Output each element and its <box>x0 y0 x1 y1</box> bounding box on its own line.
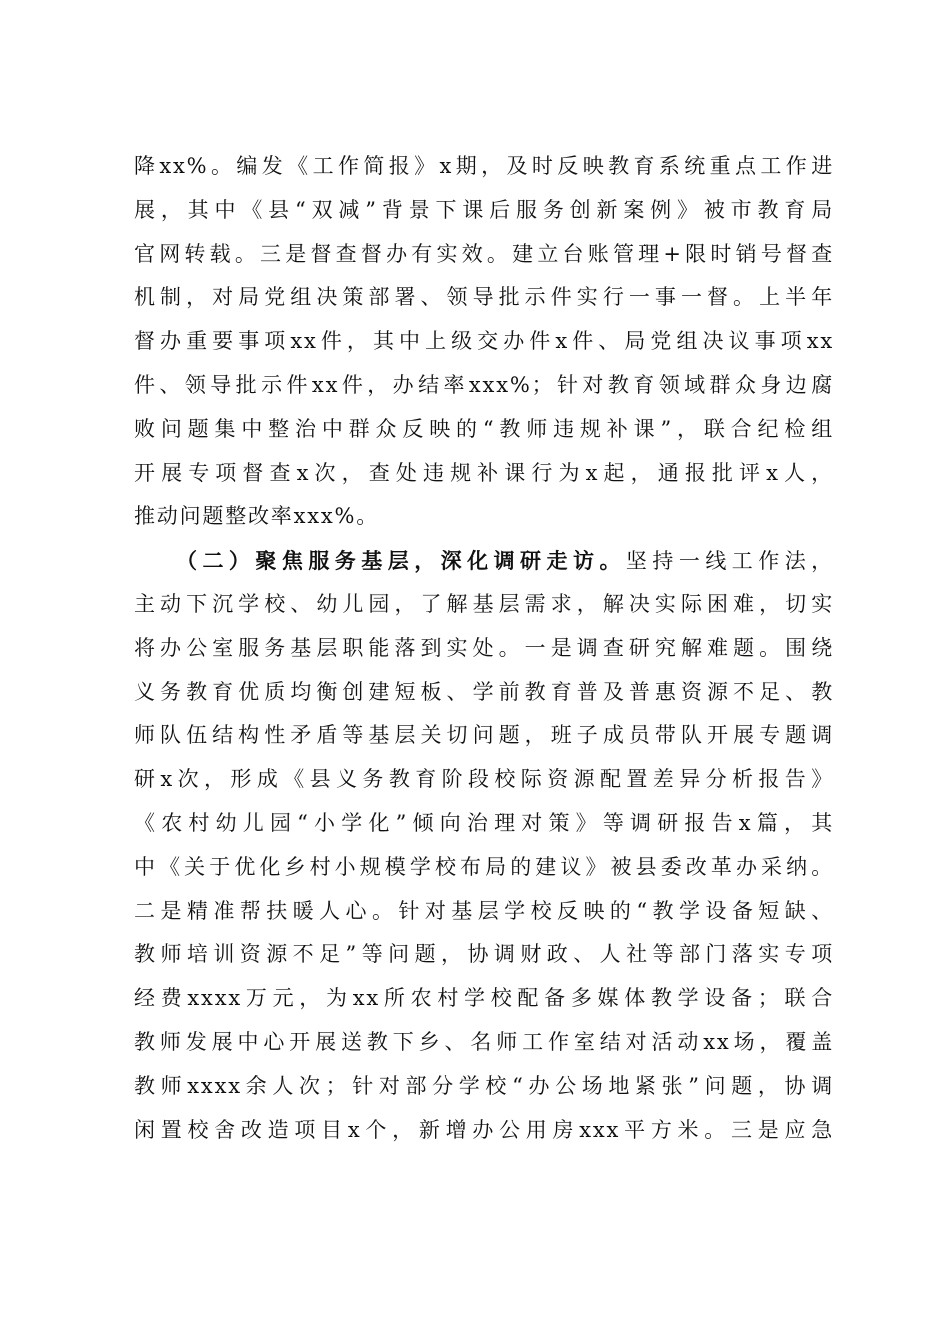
text-line: 件、领导批示件xx件，办结率xxx%；针对教育领域群众身边腐 <box>134 372 834 397</box>
text-line: 义务教育优质均衡创建短板、学前教育普及普惠资源不足、教 <box>134 679 834 704</box>
section-heading-line <box>134 539 834 583</box>
text-span: 坚持一线工作法， <box>625 549 834 574</box>
text-line: 教师培训资源不足”等问题，协调财政、人社等部门落实专项 <box>134 942 834 967</box>
body-text <box>134 145 834 1152</box>
text-line: 《农村幼儿园“小学化”倾向治理对策》等调研报告x篇，其 <box>134 810 834 835</box>
text-line: 开展专项督查x次，查处违规补课行为x起，通报批评x人， <box>134 460 834 485</box>
text-line: 中《关于优化乡村小规模学校布局的建议》被县委改革办采纳。 <box>134 854 834 879</box>
text-line: 教师发展中心开展送教下乡、名师工作室结对活动xx场，覆盖 <box>134 1029 834 1054</box>
text-line: 降xx%。编发《工作简报》x期，及时反映教育系统重点工作进 <box>134 154 834 178</box>
text-line: 督办重要事项xx件，其中上级交办件x件、局党组决议事项xx <box>134 329 834 354</box>
text-line: 败问题集中整治中群众反映的“教师违规补课”，联合纪检组 <box>134 416 834 441</box>
text-line: 闲置校舍改造项目x个，新增办公用房xxx平方米。三是应急 <box>134 1117 834 1142</box>
text-line: 展，其中《县“双减”背景下课后服务创新案例》被市教育局 <box>134 197 834 222</box>
text-line: 二是精准帮扶暖人心。针对基层学校反映的“教学设备短缺、 <box>134 898 834 923</box>
paragraph-2 <box>134 539 834 1152</box>
text-line: 师队伍结构性矛盾等基层关切问题，班子成员带队开展专题调 <box>134 723 834 748</box>
text-line: 官网转载。三是督查督办有实效。建立台账管理+限时销号督查 <box>134 241 834 266</box>
section-heading: （二）聚焦服务基层，深化调研走访。 <box>176 548 626 574</box>
text-line: 教师xxxx余人次；针对部分学校“办公场地紧张”问题，协调 <box>134 1073 834 1098</box>
text-line: 将办公室服务基层职能落到实处。一是调查研究解难题。围绕 <box>134 635 834 660</box>
paragraph-1 <box>134 145 834 539</box>
text-line: 机制，对局党组决策部署、领导批示件实行一事一督。上半年 <box>134 285 834 310</box>
text-line: 研x次，形成《县义务教育阶段校际资源配置差异分析报告》 <box>134 767 834 792</box>
text-line: 经费xxxx万元，为xx所农村学校配备多媒体教学设备；联合 <box>134 986 834 1011</box>
text-line: 主动下沉学校、幼儿园，了解基层需求，解决实际困难，切实 <box>134 591 834 616</box>
text-line: 推动问题整改率xxx%。 <box>134 504 380 529</box>
